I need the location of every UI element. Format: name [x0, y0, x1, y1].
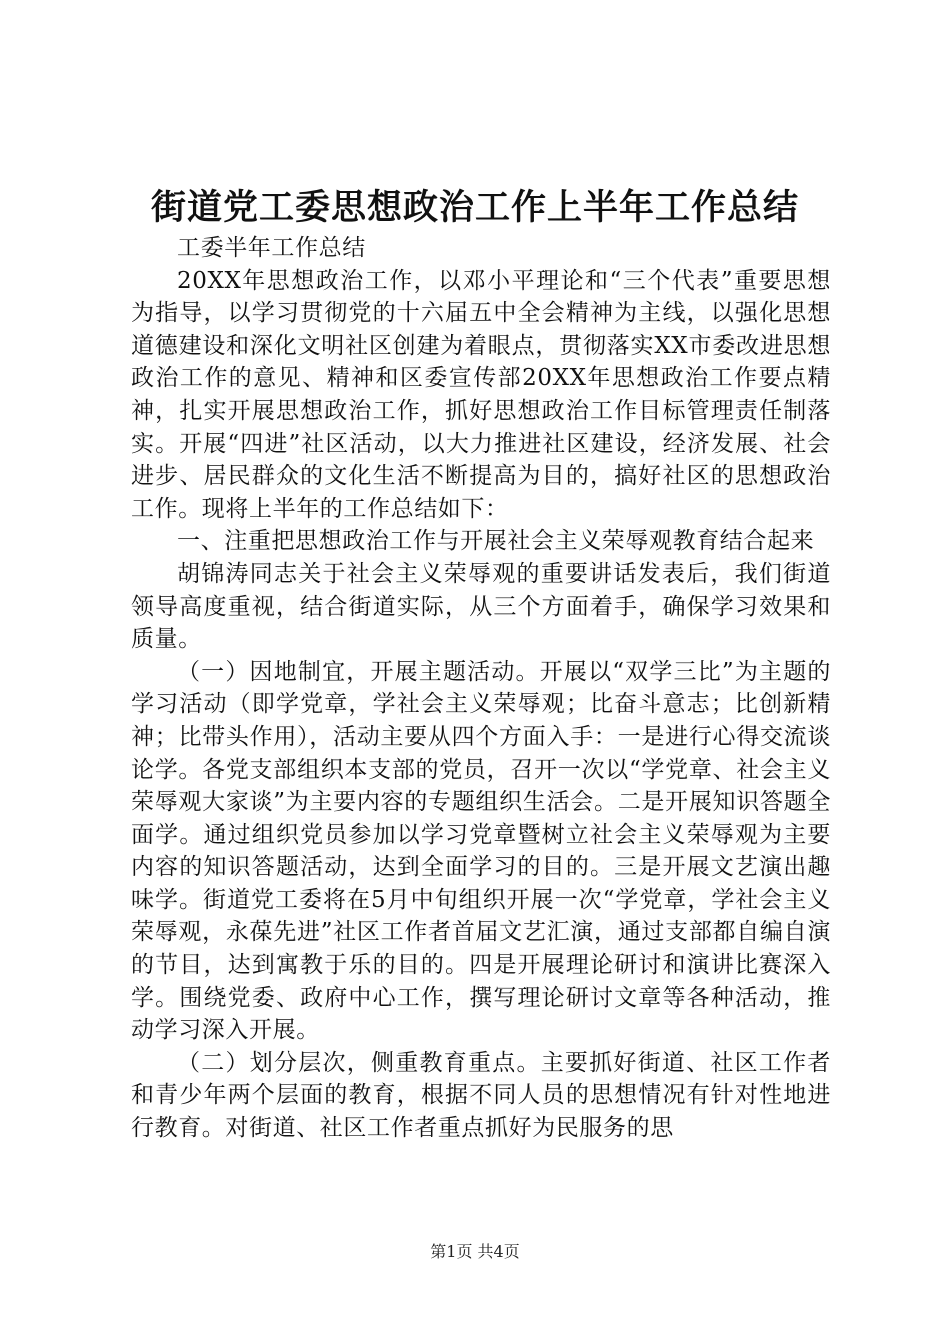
paragraph-subtitle: 工委半年工作总结	[177, 235, 366, 261]
document-title: 街道党工委思想政治工作上半年工作总结	[150, 187, 799, 228]
paragraph-item-2: （二）划分层次，侧重教育重点。主要抓好街道、社区工作者和青少年两个层面的教育，根据不同人员的思想情况有针对性地进行教育。对街道、社区工作者重点抓好为民服务的思	[131, 1049, 831, 1142]
document-body	[131, 232, 831, 1145]
page-number-footer: 第1页 共4页	[430, 1242, 520, 1261]
paragraph-section-1-intro: 胡锦涛同志关于社会主义荣辱观的重要讲话发表后，我们街道领导高度重视，结合街道实际，从三个方面着手，确保学习效果和质量。	[131, 560, 831, 653]
paragraph-item-1: （一）因地制宜，开展主题活动。开展以“双学三比”为主题的学习活动（即学党章，学社会主义荣辱观；比奋斗意志；比创新精神；比带头作用），活动主要从四个方面入手：一是进行心得交流谈论学。各党支部组织本支部的党员，召开一次以“学党章、社会主义荣辱观大家谈”为主要内容的专题组织生活会。二是开展知识答题全面学。通过组织党员参加以学习党章暨树立社会主义荣辱观为主要内容的知识答题活动，达到全面学习的目的。三是开展文艺演出趣味学。街道党工委将在5月中旬组织开展一次“学党章，学社会主义荣辱观，永葆先进”社区工作者首届文艺汇演，通过支部都自编自演的节目，达到寓教于乐的目的。四是开展理论研讨和演讲比赛深入学。围绕党委、政府中心工作，撰写理论研讨文章等各种活动，推动学习深入开展。	[131, 658, 831, 1044]
section-heading-1: 一、注重把思想政治工作与开展社会主义荣辱观教育结合起来	[177, 528, 815, 555]
paragraph-intro: 20XX年思想政治工作，以邓小平理论和“三个代表”重要思想为指导，以学习贯彻党的十六届五中全会精神为主线，以强化思想道德建设和深化文明社区创建为着眼点，贯彻落实XX市委改进思想政治工作的意见、精神和区委宣传部20XX年思想政治工作要点精神，扎实开展思想政治工作，抓好思想政治工作目标管理责任制落实。开展“四进”社区活动，以大力推进社区建设，经济发展、社会进步、居民群众的文化生活不断提高为目的，搞好社区的思想政治工作。现将上半年的工作总结如下：	[131, 267, 831, 522]
